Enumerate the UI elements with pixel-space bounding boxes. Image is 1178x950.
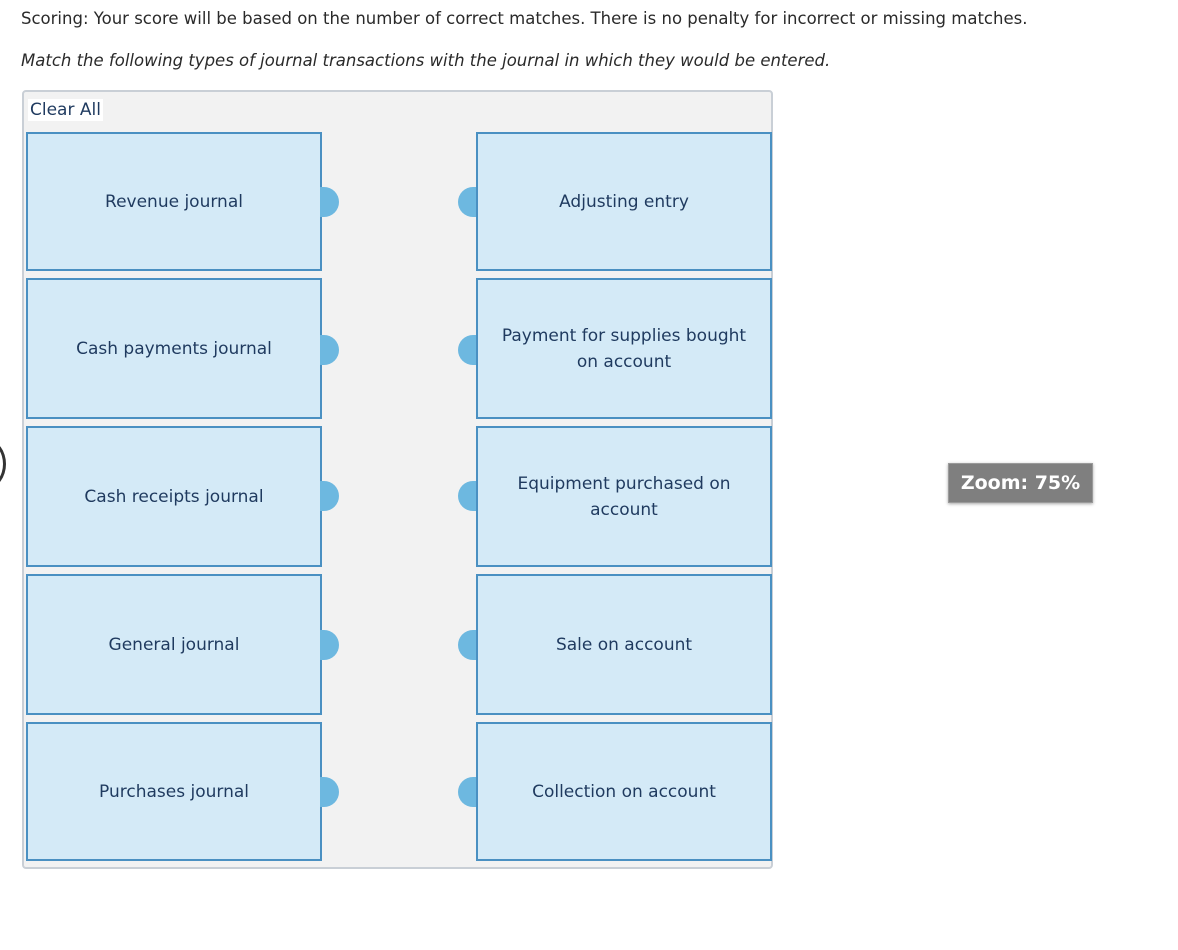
match-item-label: Collection on account	[532, 781, 716, 802]
match-item-label: Purchases journal	[99, 781, 249, 802]
match-item-right-payment-for-supplies[interactable]	[476, 278, 772, 419]
match-item-label: Sale on account	[555, 634, 693, 655]
scoring-text: Scoring: Your score will be based on the number of correct matches. There is no penalty for incorrect or missing matches.	[21, 9, 1028, 28]
match-item-label: Payment for supplies bought on account	[501, 325, 747, 372]
zoom-indicator: Zoom: 75%	[948, 463, 1093, 503]
match-item-label: Revenue journal	[105, 191, 243, 212]
match-item-left-general-journal[interactable]	[26, 574, 322, 715]
match-item-label: Adjusting entry	[559, 191, 689, 212]
match-item-label: General journal	[108, 634, 240, 655]
match-item-left-cash-payments-journal[interactable]	[26, 278, 322, 419]
instructions-text: Match the following types of journal transactions with the journal in which they would be entered.	[21, 51, 831, 70]
match-item-right-collection-on-account[interactable]	[476, 722, 772, 861]
match-item-right-sale-on-account[interactable]	[476, 574, 772, 715]
match-item-right-equipment-purchased[interactable]	[476, 426, 772, 567]
match-item-left-purchases-journal[interactable]	[26, 722, 322, 861]
match-item-label: Cash payments journal	[76, 338, 272, 359]
partial-circle-icon	[0, 440, 6, 488]
match-item-right-adjusting-entry[interactable]	[476, 132, 772, 271]
match-item-label: Cash receipts journal	[84, 486, 264, 507]
match-item-left-cash-receipts-journal[interactable]	[26, 426, 322, 567]
clear-all-button[interactable]: Clear All	[30, 100, 101, 120]
match-item-label: Equipment purchased on account	[517, 473, 731, 520]
match-item-left-revenue-journal[interactable]	[26, 132, 322, 271]
